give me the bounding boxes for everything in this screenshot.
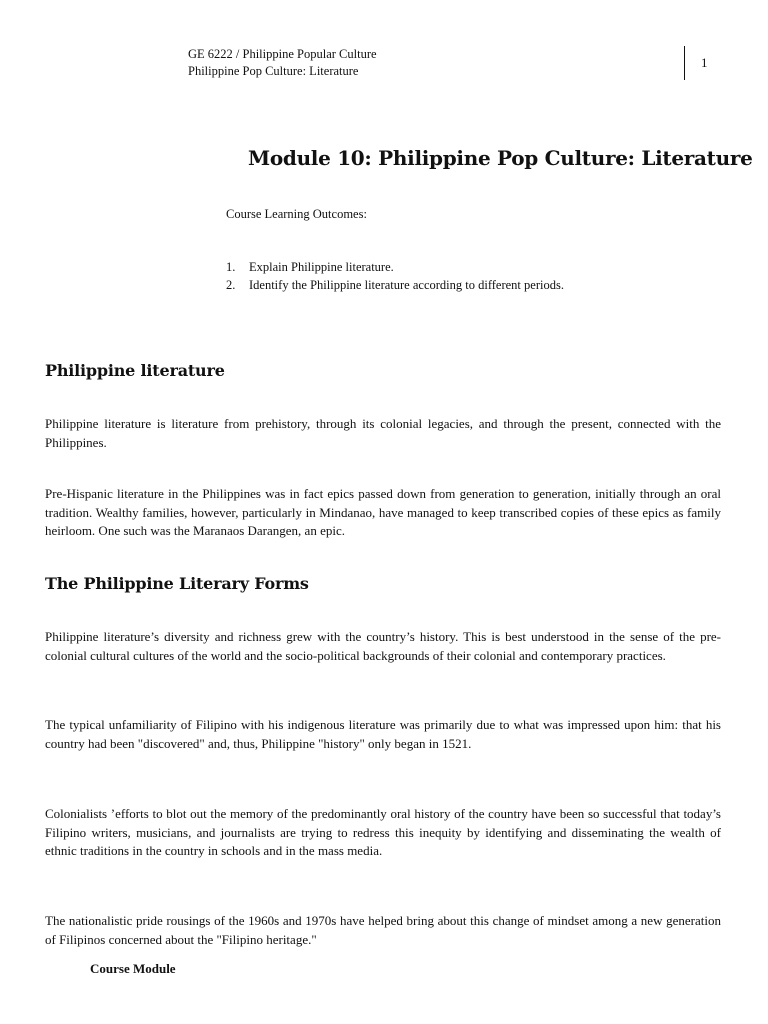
learning-outcomes-label: Course Learning Outcomes: <box>226 207 367 221</box>
page-number: 1 <box>701 55 708 70</box>
page-header <box>188 46 377 80</box>
list-item-text: Explain Philippine literature. <box>249 260 394 274</box>
paragraph: The nationalistic pride rousings of the 1960s and 1970s have helped bring about this change of mindset among a new generation of Filipinos concerned about the "Filipino heritage." <box>45 913 721 947</box>
list-item-text: Identify the Philippine literature according to different periods. <box>249 278 564 292</box>
list-item <box>226 258 564 276</box>
page-footer: Course Module <box>90 961 176 976</box>
list-item <box>226 276 564 294</box>
paragraph: The typical unfamiliarity of Filipino with his indigenous literature was primarily due to what was impressed upon him: that his country had been "discovered" and, thus, Philippine "history" only began in 1521. <box>45 717 721 751</box>
header-course-line: GE 6222 / Philippine Popular Culture <box>188 47 377 61</box>
paragraph: Pre-Hispanic literature in the Philippines was in fact epics passed down from generation to generation, initially through an oral tradition. Wealthy families, however, particularly in Mindanao, have managed to keep transcribed copies of these epics as family heirloom. One such was the Maranaos Darangen, an epic. <box>45 486 721 538</box>
module-title: Module 10: Philippine Pop Culture: Literature <box>248 146 753 170</box>
section-heading-literary-forms: The Philippine Literary Forms <box>45 574 309 593</box>
learning-outcomes-list <box>226 258 564 294</box>
paragraph: Philippine literature is literature from prehistory, through its colonial legacies, and through the present, connected with the Philippines. <box>45 416 721 450</box>
list-item-number: 1. <box>226 260 236 274</box>
header-divider <box>684 46 685 80</box>
paragraph: Philippine literature’s diversity and richness grew with the country’s history. This is best understood in the sense of the pre-colonial cultural cultures of the world and the socio-political backgrounds of their colonial and contemporary practices. <box>45 629 721 663</box>
list-item-number: 2. <box>226 278 236 292</box>
header-subtitle-line: Philippine Pop Culture: Literature <box>188 64 359 78</box>
paragraph: Colonialists ’efforts to blot out the memory of the predominantly oral history of the country have been so successful that today’s Filipino writers, musicians, and journalists are trying to redress this inequity by identifying and disseminating the wealth of ethnic traditions in the country in schools and in the mass media. <box>45 806 721 858</box>
section-heading-philippine-literature: Philippine literature <box>45 361 225 380</box>
